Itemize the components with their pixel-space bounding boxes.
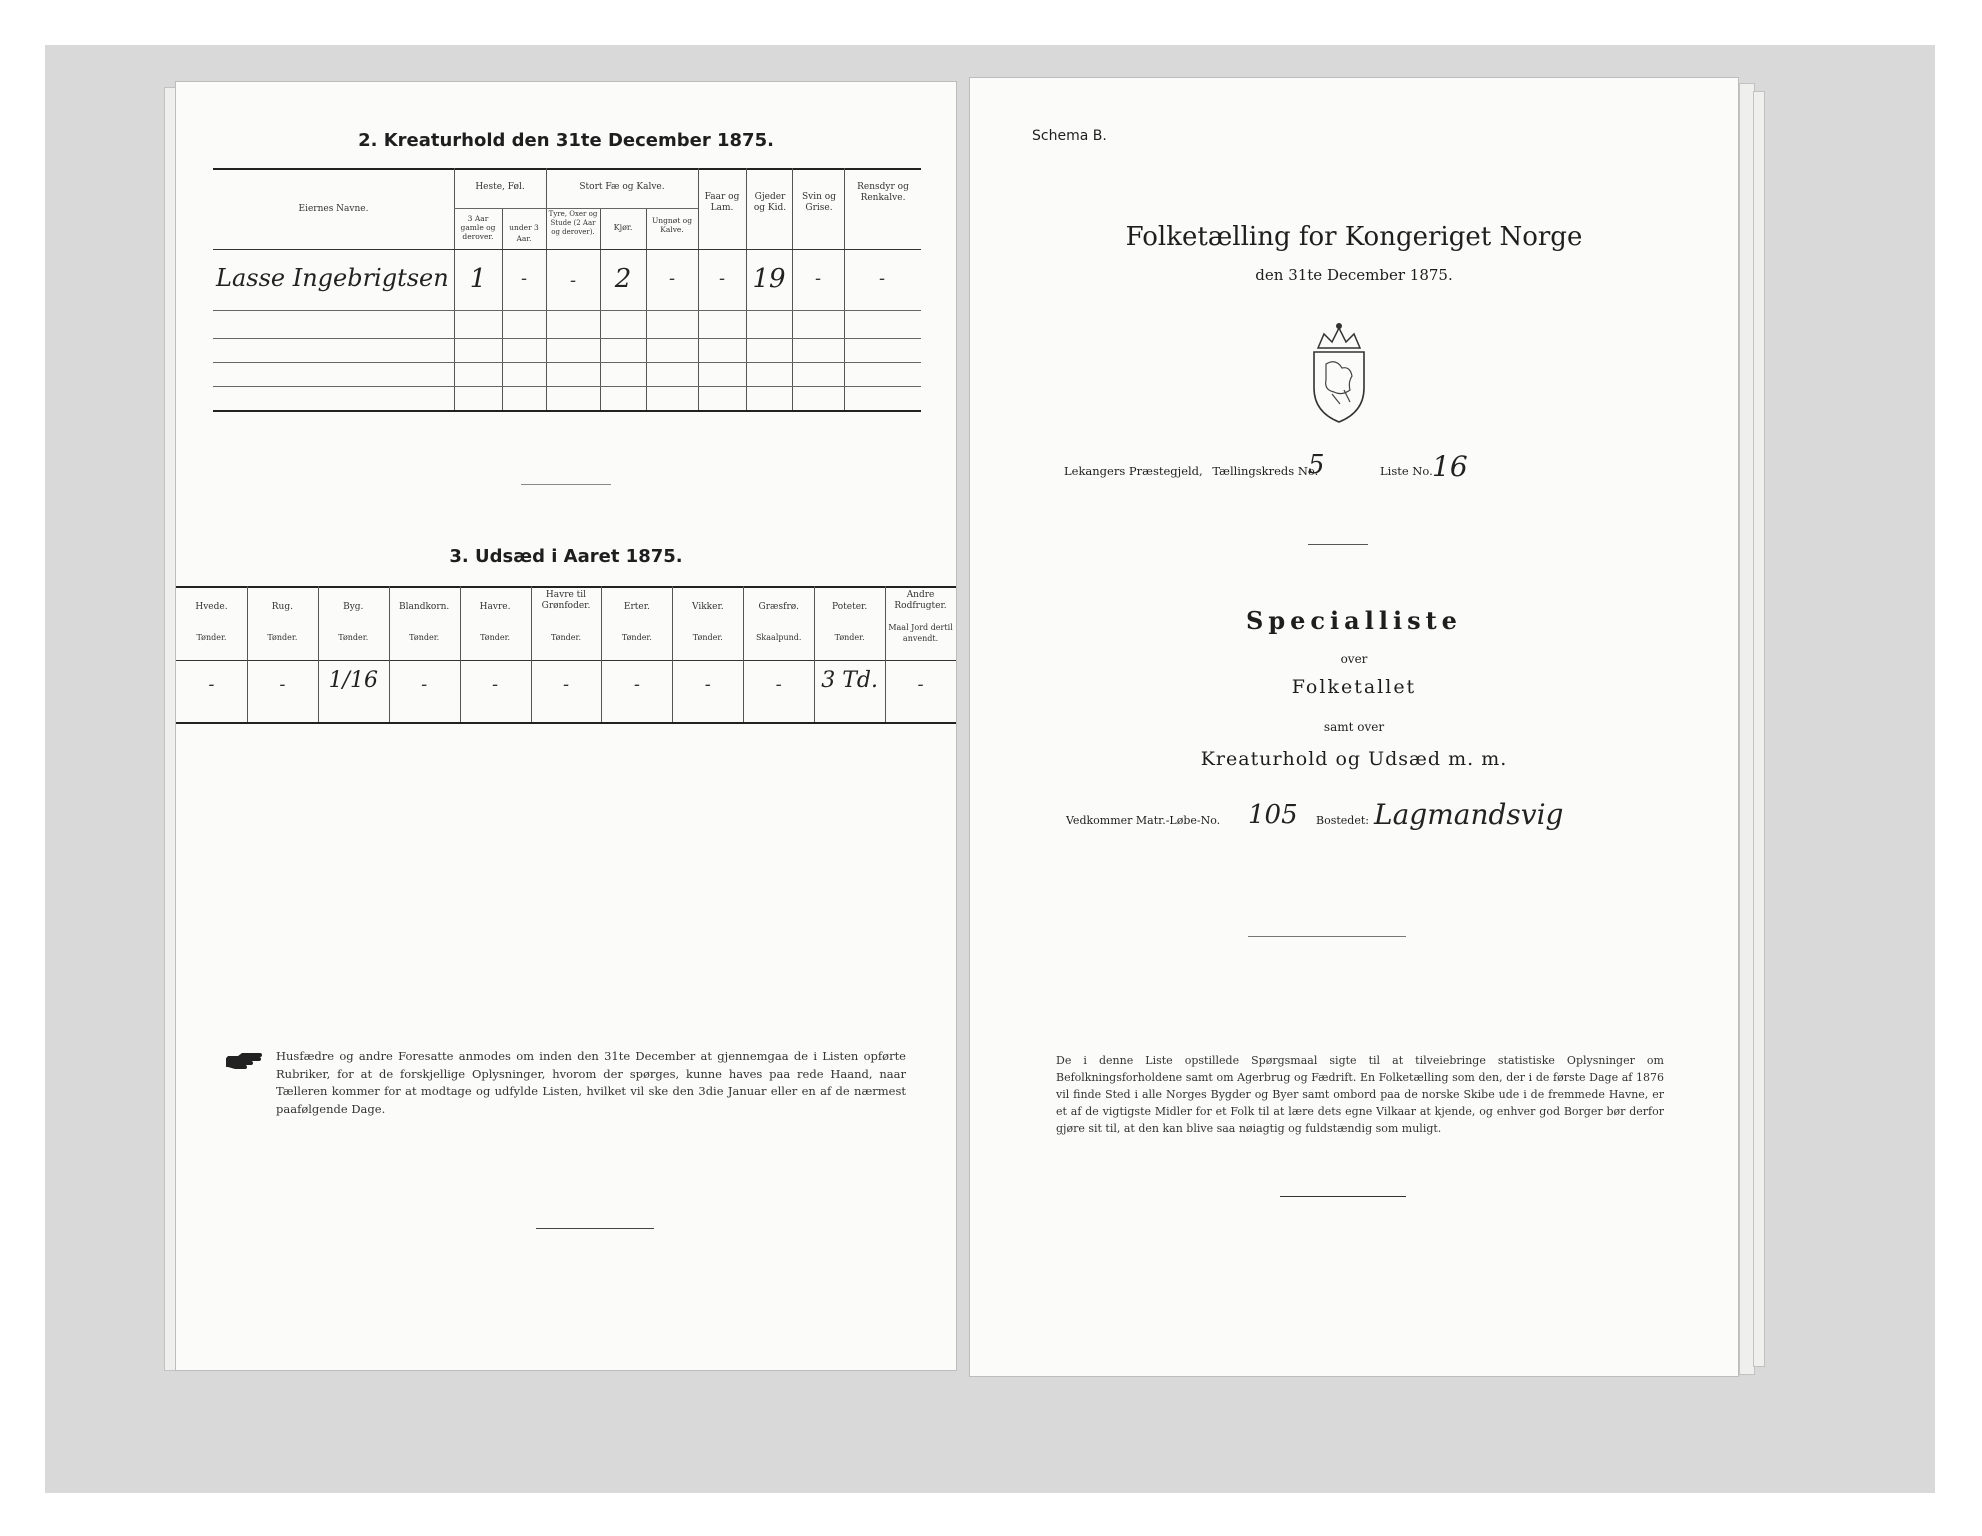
crop-header: Hvede. <box>195 602 228 612</box>
cell-rensdyr: - <box>878 268 886 289</box>
census-date: den 31te December 1875. <box>1255 266 1453 284</box>
header-heste-sub-2: under 3 Aar. <box>509 223 539 243</box>
subheader-rule <box>546 208 698 209</box>
cell-faar: - <box>718 268 726 289</box>
end-divider <box>1280 1196 1406 1197</box>
schema-label: Schema B. <box>1032 128 1107 144</box>
crop-header: Poteter. <box>832 602 868 612</box>
crop-unit: Tønder. <box>409 633 440 642</box>
table-bottom-rule <box>213 410 921 412</box>
header-heste-sub-1: 3 Aar gamle og derover. <box>460 214 496 241</box>
page-edge <box>1740 84 1754 1374</box>
col-line <box>792 168 793 410</box>
header-bottom-rule <box>213 249 921 250</box>
col-line <box>646 208 647 410</box>
crop-unit: Tønder. <box>338 633 369 642</box>
crop-unit: Tønder. <box>196 633 227 642</box>
cell-kjor: 2 <box>614 264 632 294</box>
kreaturhold-heading: Kreaturhold og Udsæd m. m. <box>1200 748 1508 770</box>
crop-header-rule <box>176 660 956 661</box>
left-page <box>176 82 956 1370</box>
cell-heste-under: - <box>520 268 528 289</box>
crop-unit: Tønder. <box>480 633 511 642</box>
page-edge <box>1754 92 1764 1366</box>
crop-unit: Tønder. <box>834 633 865 642</box>
right-page <box>970 78 1738 1376</box>
header-gjeder: Gjeder og Kid. <box>753 192 787 213</box>
table-top-rule <box>213 168 921 170</box>
divider <box>521 484 611 485</box>
crop-header: Havre til Grønfoder. <box>541 590 591 611</box>
col-line <box>844 168 845 410</box>
crop-unit: Tønder. <box>267 633 298 642</box>
district-number: 5 <box>1308 450 1325 480</box>
crop-value: - <box>208 674 215 695</box>
header-stort-sub-1: Tyre, Oxer og Stude (2 Aar og derover). <box>548 210 598 236</box>
crop-table-top-rule <box>176 586 956 588</box>
bosted-value: Lagmandsvig <box>1374 798 1564 831</box>
matr-number: 105 <box>1248 800 1298 830</box>
header-faar: Faar og Lam. <box>704 192 740 213</box>
crop-value: - <box>775 674 782 695</box>
crop-header: Erter. <box>623 602 650 612</box>
census-title: Folketælling for Kongeriget Norge <box>1125 222 1583 252</box>
bosted-label: Bostedet: <box>1316 814 1369 827</box>
cell-heste-3aar: 1 <box>469 264 487 294</box>
matr-label: Vedkommer Matr.-Løbe-No. <box>1066 814 1221 827</box>
folketallet-heading: Folketallet <box>1291 676 1417 698</box>
footnote-text: De i denne Liste opstillede Spørgsmaal sigte til at tilveiebringe statistiske Oplysninger om Befolkningsforholdene samt om Agerbrug og Fædrift. En Folketælling som den, der i de første Dage af 1876 vil finde Sted i alle Norges Bygder og Byer samt ombord paa de norske Skibe ude i de fremmede Havne, er et af de vigtigste Midler for et Folk til at lære dets egne Vilkaar at kjende, og enhver god Borger bør derfor gjøre sit til, at den kan blive saa nøiagtig og fuldstændig som muligt. <box>1056 1054 1664 1135</box>
row-rule <box>213 310 921 311</box>
section-2-title: 2. Kreaturhold den 31te December 1875. <box>358 130 774 151</box>
crop-value: - <box>704 674 711 695</box>
crop-value: - <box>917 674 924 695</box>
crop-header: Vikker. <box>691 602 724 612</box>
crop-table-bottom-rule <box>176 722 956 724</box>
header-rensdyr: Rensdyr og Renkalve. <box>857 182 909 203</box>
row-rule <box>213 386 921 387</box>
end-divider <box>536 1228 654 1229</box>
crop-header: Blandkorn. <box>399 602 450 612</box>
specialliste-heading: Specialliste <box>1246 606 1462 635</box>
header-stort-sub-3: Ungnøt og Kalve. <box>651 216 692 234</box>
row-rule <box>213 362 921 363</box>
parish-label: Lekangers Præstegjeld, <box>1064 464 1203 478</box>
crop-value: - <box>492 674 499 695</box>
section-3-title: 3. Udsæd i Aaret 1875. <box>449 546 683 567</box>
divider <box>1308 544 1368 545</box>
crop-header: Havre. <box>479 602 511 612</box>
crop-unit: Tønder. <box>550 633 581 642</box>
owner-name: Lasse Ingebrigtsen <box>216 264 449 292</box>
crop-value: - <box>633 674 640 695</box>
crop-unit: Tønder. <box>692 633 723 642</box>
header-svin: Svin og Grise. <box>802 192 836 213</box>
crop-unit: Tønder. <box>621 633 652 642</box>
crop-unit: Maal Jord dertil anvendt. <box>888 623 953 643</box>
crop-value: - <box>279 674 286 695</box>
header-heste: Heste, Føl. <box>475 182 525 192</box>
crop-header: Græsfrø. <box>758 602 799 612</box>
list-number: 16 <box>1432 450 1468 483</box>
cell-ungnot: - <box>668 268 676 289</box>
header-owner: Eiernes Navne. <box>298 204 369 214</box>
header-stort: Stort Fæ og Kalve. <box>579 182 665 192</box>
row-rule <box>213 338 921 339</box>
crop-value: 3 Td. <box>821 668 878 693</box>
pointing-hand-icon <box>226 1050 266 1072</box>
col-line <box>698 168 699 410</box>
samt-over-label: samt over <box>1323 720 1385 734</box>
over-label: over <box>1340 652 1368 666</box>
crop-value: - <box>421 674 428 695</box>
subheader-rule <box>454 208 546 209</box>
notice-text: Husfædre og andre Foresatte anmodes om inden den 31te December at gjennemgaa de i Listen opførte Rubriker, for at de forskjellige Oplysninger, hvorom der spørges, kunne haves paa rede Haand, naar Tælleren kommer for at modtage og udfylde Listen, hvilket vil ske den 3die Januar eller en af de nærmest paafølgende Dage. <box>276 1049 906 1116</box>
crop-value: 1/16 <box>328 668 378 693</box>
crop-header: Rug. <box>271 602 293 612</box>
district-label: Tællingskreds No. <box>1212 464 1319 478</box>
crop-unit: Skaalpund. <box>755 633 802 642</box>
crop-header: Andre Rodfrugter. <box>894 590 947 611</box>
crop-header: Byg. <box>343 602 364 612</box>
cell-svin: - <box>814 268 822 289</box>
cell-tyre: - <box>569 270 577 291</box>
list-label: Liste No. <box>1380 464 1433 478</box>
divider <box>1248 936 1406 937</box>
header-stort-sub-2: Kjør. <box>613 223 633 232</box>
crop-value: - <box>562 674 570 695</box>
cell-gjeder: 19 <box>752 264 786 294</box>
coat-of-arms-icon <box>1304 318 1374 426</box>
col-line <box>600 208 601 410</box>
